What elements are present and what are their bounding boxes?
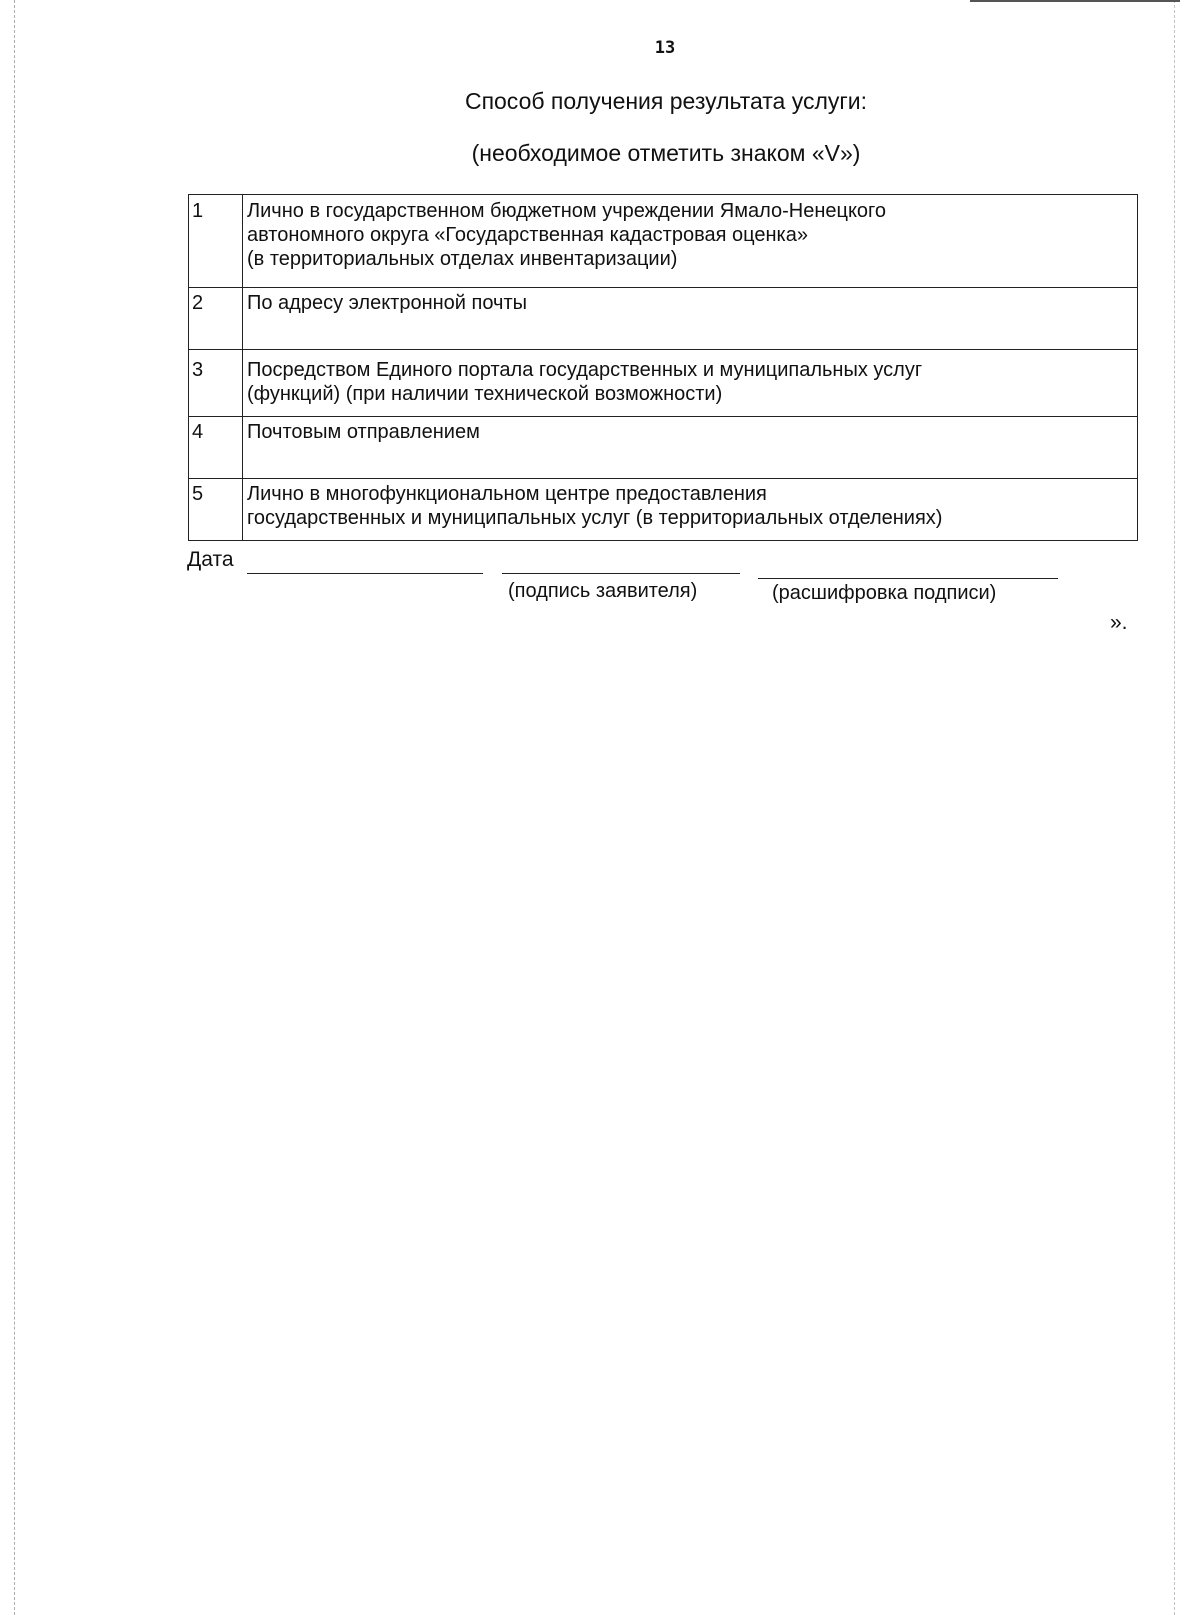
option-number: 3	[189, 350, 243, 417]
option-text-line: автономного округа «Государственная кадастровая оценка»	[247, 224, 808, 246]
option-text	[243, 417, 1138, 479]
scan-edge-left	[14, 0, 15, 1615]
option-text	[243, 195, 1138, 288]
option-number: 1	[189, 195, 243, 288]
signature-decode-caption: (расшифровка подписи)	[772, 582, 997, 604]
closing-quote: ».	[1110, 611, 1128, 634]
table-row[interactable]	[189, 417, 1138, 479]
date-field[interactable]	[247, 573, 483, 574]
option-text-line: Лично в многофункциональном центре предоставления	[247, 483, 767, 505]
option-number: 4	[189, 417, 243, 479]
table-row[interactable]	[189, 195, 1138, 288]
option-number: 5	[189, 479, 243, 541]
option-text	[243, 479, 1138, 541]
signature-field[interactable]	[502, 573, 740, 574]
page-title: Способ получения результата услуги:	[464, 88, 868, 114]
option-text-line: государственных и муниципальных услуг (в территориальных отделениях)	[247, 507, 943, 529]
page-subtitle: (необходимое отметить знаком «V»)	[471, 140, 861, 166]
option-text-line: Лично в государственном бюджетном учреждении Ямало-Ненецкого	[247, 200, 887, 222]
option-text	[243, 350, 1138, 417]
option-text-line: По адресу электронной почты	[247, 292, 527, 314]
table-row[interactable]	[189, 288, 1138, 350]
option-text-line: Почтовым отправлением	[247, 421, 480, 443]
signature-caption: (подпись заявителя)	[508, 580, 698, 602]
option-text-line: (функций) (при наличии технической возможности)	[247, 383, 723, 405]
scan-edge-right	[1174, 0, 1175, 1615]
option-text	[243, 288, 1138, 350]
option-text-line: Посредством Единого портала государственных и муниципальных услуг	[247, 359, 923, 381]
table-row[interactable]	[189, 479, 1138, 541]
table-row[interactable]	[189, 350, 1138, 417]
option-number: 2	[189, 288, 243, 350]
date-label: Дата	[187, 548, 234, 571]
page-number: 13	[654, 38, 676, 58]
option-text-line: (в территориальных отделах инвентаризации)	[247, 248, 678, 270]
signature-decode-field[interactable]	[758, 578, 1058, 579]
scan-edge-top	[970, 0, 1180, 2]
result-method-table	[188, 194, 1138, 541]
